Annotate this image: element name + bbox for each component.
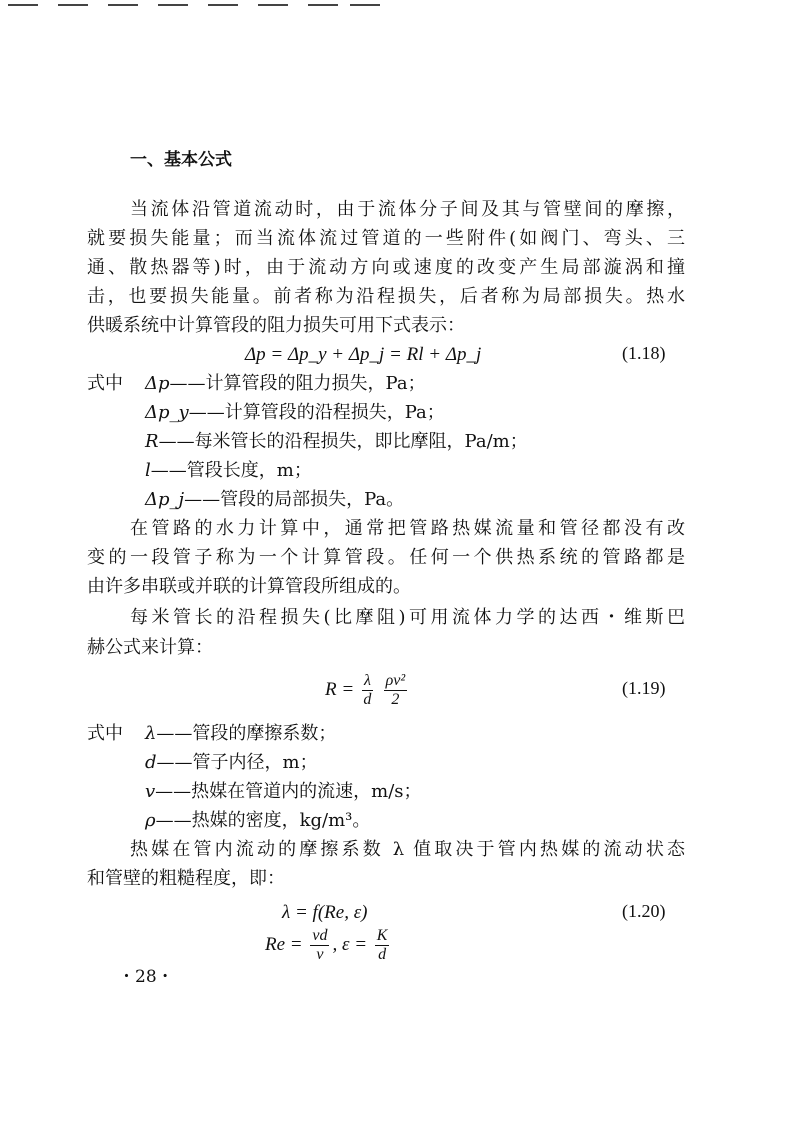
symbol: R [145, 431, 159, 452]
page-number: ・28・ [118, 967, 174, 987]
equation-text: λ = f(Re, ε) [282, 902, 368, 923]
equation-text: Δp = Δp_y + Δp_j = Rl + Δp_j [245, 344, 482, 365]
definition: ——管段长度，m； [150, 460, 312, 481]
text-line: 变的一段管子称为一个计算管段。任何一个供热系统的管路都是 [87, 547, 685, 568]
text-line: 由许多串联或并联的计算管段所组成的。 [87, 576, 411, 597]
equation-number: (1.18) [622, 343, 666, 363]
text-line: 和管壁的粗糙程度，即： [87, 868, 285, 889]
numerator: K [376, 927, 388, 945]
symbol: l [145, 460, 151, 481]
symbol: Δp_y [145, 402, 189, 423]
definition: ——计算管段的阻力损失，Pa； [169, 373, 426, 394]
definition: ——热媒的密度，kg/m³。 [155, 810, 371, 831]
numerator: ρv² [385, 672, 406, 690]
denominator: d [363, 691, 372, 709]
text-line: 热媒在管内流动的摩擦系数 λ 值取决于管内热媒的流动状态 [130, 839, 685, 860]
where-label: 式中 [87, 723, 123, 744]
equation-mid: , ε = [332, 934, 368, 955]
text-line: 在管路的水力计算中，通常把管路热媒流量和管径都没有改 [130, 518, 685, 539]
denominator: ν [316, 946, 324, 964]
text-line: 赫公式来计算： [87, 637, 213, 658]
symbol: ρ [145, 810, 156, 831]
equation-number: (1.19) [622, 678, 666, 698]
text-line: 供暖系统中计算管段的阻力损失可用下式表示： [87, 315, 465, 336]
denominator: d [378, 946, 387, 964]
definition: ——计算管段的沿程损失，Pa； [188, 402, 445, 423]
definition: ——管段的摩擦系数； [156, 723, 337, 744]
section-heading: 一、基本公式 [130, 150, 232, 170]
symbol: Δp_j [145, 489, 185, 510]
text-line: 击，也要损失能量。前者称为沿程损失，后者称为局部损失。热水 [87, 286, 685, 307]
definition: ——热媒在管道内的流速，m/s； [155, 781, 422, 802]
text-line: 就要损失能量；而当流体流过管道的一些附件(如阀门、弯头、三 [87, 228, 685, 249]
numerator: vd [312, 927, 328, 945]
text-line: 当流体沿管道流动时，由于流体分子间及其与管壁间的摩擦， [130, 199, 685, 220]
equation-lhs: Re = [265, 934, 303, 955]
numerator: λ [363, 672, 371, 690]
symbol: v [145, 781, 156, 802]
symbol: Δp [145, 373, 170, 394]
where-label: 式中 [87, 373, 123, 394]
denominator: 2 [391, 691, 400, 709]
definition: ——每米管长的沿程损失，即比摩阻，Pa/m； [158, 431, 528, 452]
symbol: λ [145, 723, 157, 744]
symbol: d [145, 752, 157, 773]
definition: ——管段的局部损失，Pa。 [184, 489, 405, 510]
equation-number: (1.20) [622, 901, 666, 921]
equation-lhs: R = [325, 679, 355, 700]
text-line: 每米管长的沿程损失(比摩阻)可用流体力学的达西・维斯巴 [130, 607, 685, 628]
text-line: 通、散热器等)时，由于流动方向或速度的改变产生局部漩涡和撞 [87, 257, 685, 278]
definition: ——管子内径，m； [156, 752, 318, 773]
